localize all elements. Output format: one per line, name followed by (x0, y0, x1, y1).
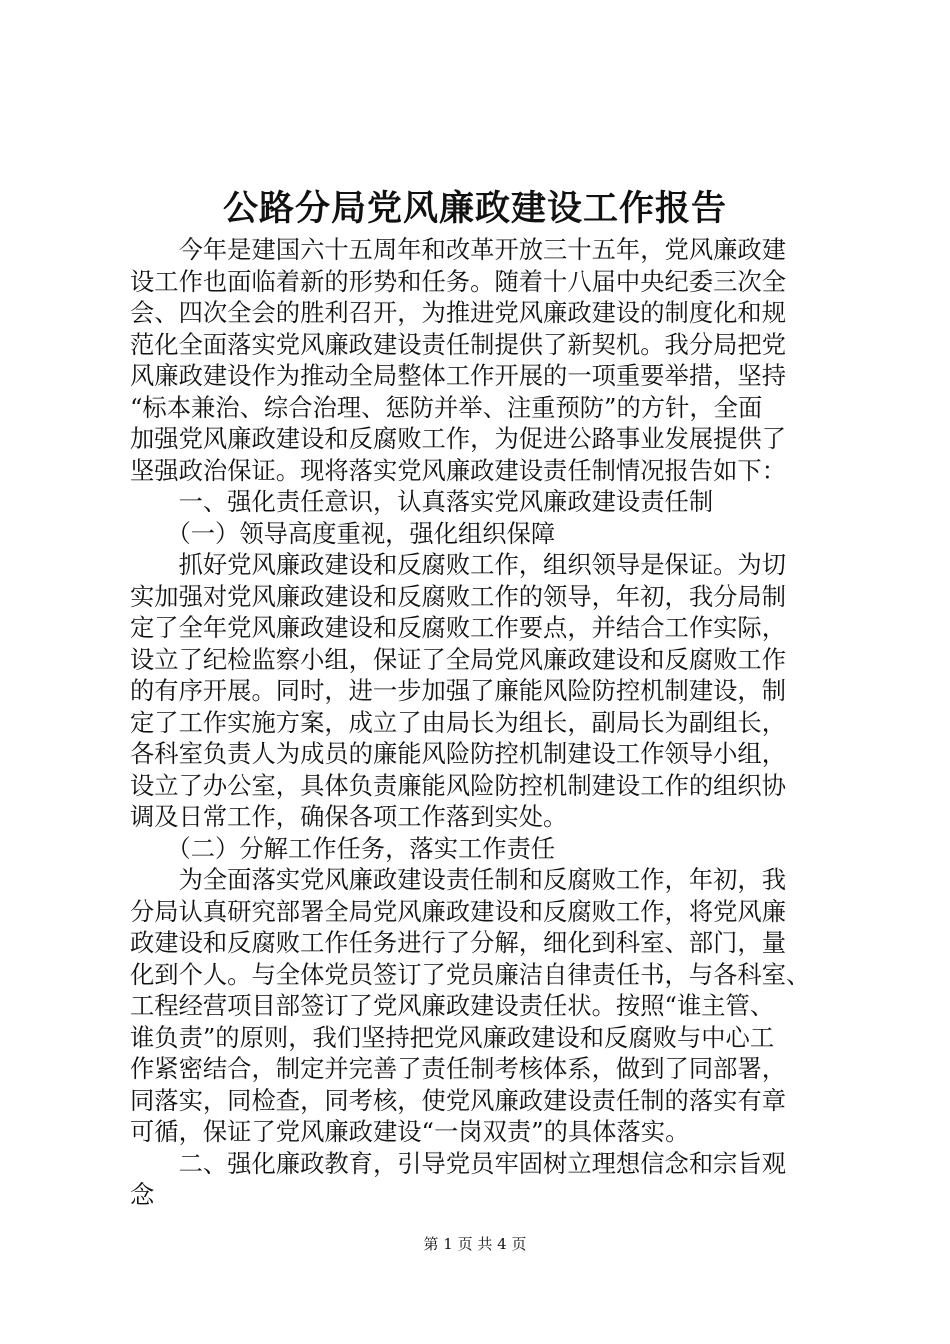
text-line: 可循，保证了党风廉政建设“一岗双责”的具体落实。 (130, 1117, 690, 1146)
text-line: 设立了办公室，具体负责廉能风险防控机制建设工作的组织协 (130, 770, 787, 800)
text-line: （二）分解工作任务，落实工作责任 (130, 833, 556, 863)
text-line: （一）领导高度重视，强化组织保障 (130, 518, 556, 548)
text-line: “标本兼治、综合治理、惩防并举、注重预防”的方针，全面 (130, 392, 763, 422)
text-line: 念 (130, 1180, 155, 1209)
text-line: 风廉政建设作为推动全局整体工作开展的一项重要举措，坚持 (130, 361, 787, 390)
text-line: 分局认真研究部署全局党风廉政建设和反腐败工作，将党风廉 (130, 896, 787, 926)
text-line: 工程经营项目部签订了党风廉政建设责任状。按照“谁主管、 (130, 991, 775, 1020)
text-line: 坚强政治保证。现将落实党风廉政建设责任制情况报告如下： (130, 455, 787, 485)
document-title: 公路分局党风廉政建设工作报告 (222, 188, 727, 229)
text-line: 会、四次全会的胜利召开，为推进党风廉政建设的制度化和规 (130, 298, 787, 327)
text-line: 设立了纪检监察小组，保证了全局党风廉政建设和反腐败工作 (130, 644, 787, 674)
text-line: 为全面落实党风廉政建设责任制和反腐败工作，年初，我 (130, 865, 787, 894)
text-line: 同落实，同检查，同考核，使党风廉政建设责任制的落实有章 (130, 1085, 787, 1115)
text-line: 的有序开展。同时，进一步加强了廉能风险防控机制建设，制 (130, 676, 787, 705)
text-line: 各科室负责人为成员的廉能风险防控机制建设工作领导小组， (130, 739, 787, 768)
text-line: 政建设和反腐败工作任务进行了分解，细化到科室、部门，量 (130, 928, 787, 957)
text-line: 今年是建国六十五周年和改革开放三十五年，党风廉政建 (130, 235, 787, 264)
text-line: 范化全面落实党风廉政建设责任制提供了新契机。我分局把党 (130, 329, 787, 359)
page-footer: 第 1 页 共 4 页 (423, 1235, 527, 1253)
text-line: 加强党风廉政建设和反腐败工作，为促进公路事业发展提供了 (130, 424, 787, 453)
text-line: 谁负责”的原则，我们坚持把党风廉政建设和反腐败与中心工 (130, 1022, 775, 1052)
text-line: 抓好党风廉政建设和反腐败工作，组织领导是保证。为切 (130, 550, 787, 579)
text-line: 化到个人。与全体党员签订了党员廉洁自律责任书，与各科室、 (130, 959, 811, 989)
text-line: 设工作也面临着新的形势和任务。随着十八届中央纪委三次全 (130, 266, 787, 296)
text-line: 一、强化责任意识，认真落实党风廉政建设责任制 (130, 487, 714, 516)
text-line: 二、强化廉政教育，引导党员牢固树立理想信念和宗旨观 (130, 1148, 787, 1178)
text-line: 定了工作实施方案，成立了由局长为组长，副局长为副组长， (130, 707, 787, 737)
document-body (130, 234, 830, 1211)
text-line: 实加强对党风廉政建设和反腐败工作的领导，年初，我分局制 (130, 581, 787, 611)
text-line: 调及日常工作，确保各项工作落到实处。 (130, 802, 568, 831)
text-line: 作紧密结合，制定并完善了责任制考核体系，做到了同部署， (130, 1054, 787, 1083)
text-line: 定了全年党风廉政建设和反腐败工作要点，并结合工作实际， (130, 613, 787, 642)
